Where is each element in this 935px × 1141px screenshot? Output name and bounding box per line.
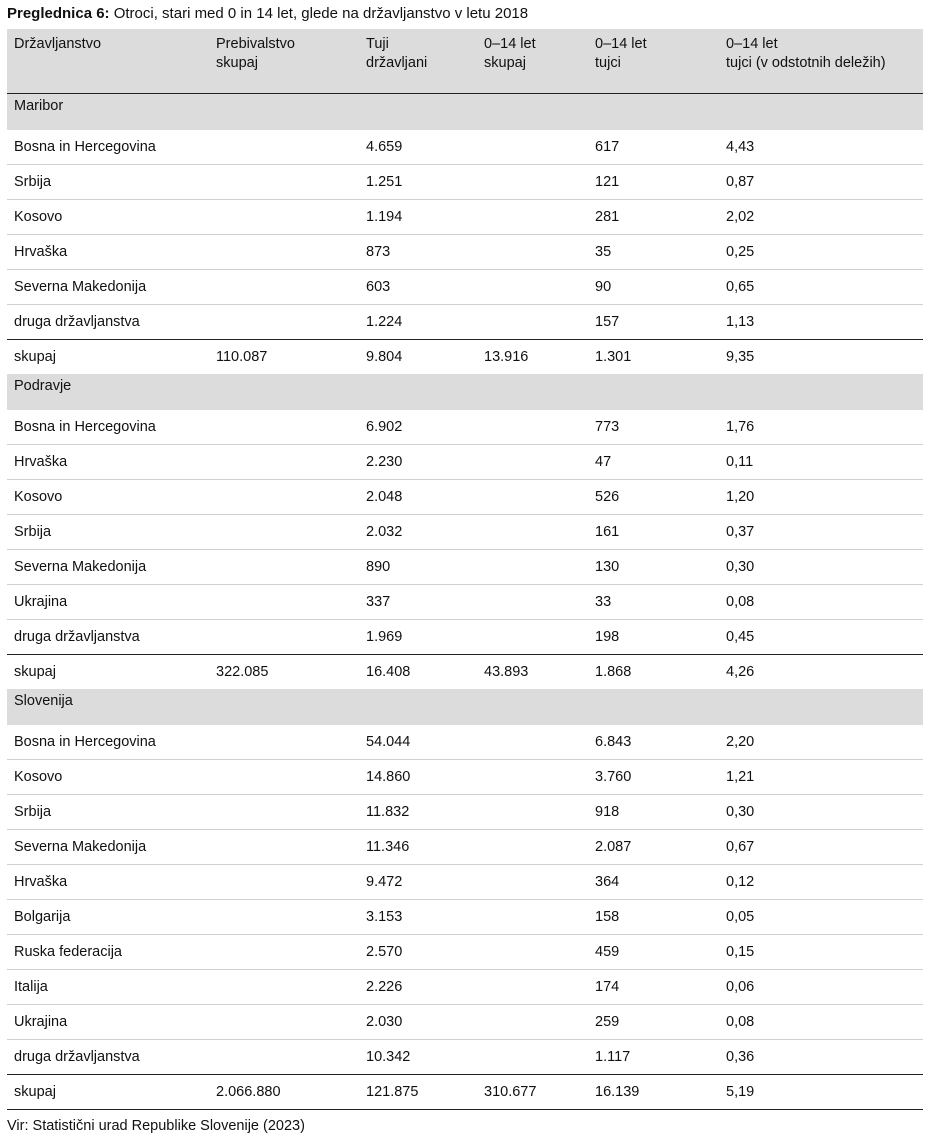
table-cell: [477, 130, 588, 165]
table-cell: [477, 970, 588, 1005]
table-cell: 90: [588, 270, 719, 305]
table-cell: Ukrajina: [7, 585, 209, 620]
table-row: [7, 1040, 923, 1075]
table-cell: 918: [588, 795, 719, 830]
table-cell: 1.224: [359, 305, 477, 340]
table-cell: [477, 270, 588, 305]
table-cell: Hrvaška: [7, 235, 209, 270]
source-note: Vir: Statistični urad Republike Slovenije (2023): [7, 1118, 305, 1134]
table-cell: 459: [588, 935, 719, 970]
table-row: [7, 410, 923, 445]
table-row: [7, 270, 923, 305]
table-cell: 174: [588, 970, 719, 1005]
table-cell: [209, 515, 359, 550]
table-row: [7, 165, 923, 200]
table-cell: 617: [595, 139, 620, 155]
table-cell: [209, 725, 359, 760]
table-row: [7, 445, 923, 480]
table-cell: 11.346: [359, 830, 477, 865]
table-cell: [477, 830, 588, 865]
data-table: [7, 29, 923, 1110]
total-row: [7, 1075, 923, 1110]
table-cell: 6.843: [595, 734, 632, 750]
table-cell: [477, 760, 588, 795]
table-cell: Srbija: [7, 795, 209, 830]
table-cell: 0,67: [719, 830, 923, 865]
table-cell: 2.032: [359, 515, 477, 550]
column-header: 0–14 let tujci (v odstotnih deležih): [719, 29, 923, 94]
table-cell: [209, 445, 359, 480]
table-cell: 281: [588, 200, 719, 235]
table-cell: 0,45: [719, 620, 923, 655]
table-cell: 110.087: [209, 340, 359, 375]
table-cell: 0,30: [719, 795, 923, 830]
table-cell: 0,37: [719, 515, 923, 550]
table-cell: 603: [359, 270, 477, 305]
table-cell: [477, 165, 588, 200]
table-cell: 4,26: [719, 655, 923, 690]
table-cell: skupaj: [7, 655, 209, 690]
table-cell: 6.902: [366, 419, 403, 435]
table-row: [7, 760, 923, 795]
table-cell: 54.044: [366, 734, 411, 750]
total-row: [7, 340, 923, 375]
table-cell: 33: [588, 585, 719, 620]
table-cell: 14.860: [359, 760, 477, 795]
table-cell: [209, 620, 359, 655]
table-row: [7, 585, 923, 620]
table-cell: [477, 1040, 588, 1075]
table-cell: 2.030: [359, 1005, 477, 1040]
table-cell: skupaj: [7, 1075, 209, 1110]
table-cell: 121: [588, 165, 719, 200]
column-header: Državljanstvo: [7, 29, 209, 94]
table-cell: 0,25: [719, 235, 923, 270]
table-cell: 198: [588, 620, 719, 655]
table-cell: 157: [588, 305, 719, 340]
table-cell: [209, 795, 359, 830]
table-cell: [209, 585, 359, 620]
caption-label: Preglednica 6:: [7, 5, 110, 22]
table-cell: Srbija: [7, 515, 209, 550]
region-row: [7, 689, 923, 725]
table-cell: 4,43: [726, 139, 755, 155]
table-cell: [477, 620, 588, 655]
table-cell: [209, 830, 359, 865]
table-cell: 1,20: [719, 480, 923, 515]
table-cell: [477, 900, 588, 935]
header-row: [7, 29, 923, 94]
table-cell: 322.085: [209, 655, 359, 690]
table-cell: 873: [359, 235, 477, 270]
table-cell: druga državljanstva: [7, 1040, 209, 1075]
table-cell: 161: [588, 515, 719, 550]
table-cell: [209, 865, 359, 900]
table-row: [7, 515, 923, 550]
table-body: [7, 94, 923, 1110]
table-cell: [477, 445, 588, 480]
table-row: [7, 865, 923, 900]
column-header: Prebivalstvo skupaj: [209, 29, 359, 94]
table-cell: 11.832: [359, 795, 477, 830]
table-cell: Severna Makedonija: [7, 270, 209, 305]
table-row: [7, 305, 923, 340]
table-cell: [477, 1005, 588, 1040]
table-cell: skupaj: [7, 340, 209, 375]
table-cell: 2.570: [359, 935, 477, 970]
region-row: [7, 94, 923, 131]
table-cell: Ruska federacija: [7, 935, 209, 970]
table-cell: Bosna in Hercegovina: [14, 734, 156, 750]
table-cell: [477, 935, 588, 970]
table-cell: [477, 550, 588, 585]
table-cell: 35: [588, 235, 719, 270]
table-row: [7, 970, 923, 1005]
table-cell: 337: [359, 585, 477, 620]
table-cell: [209, 760, 359, 795]
table-cell: [477, 200, 588, 235]
table-cell: [209, 165, 359, 200]
table-row: [7, 795, 923, 830]
table-cell: 9.472: [359, 865, 477, 900]
table-cell: Severna Makedonija: [7, 830, 209, 865]
table-row: [7, 620, 923, 655]
table-header: [7, 29, 923, 94]
table-cell: [477, 585, 588, 620]
table-cell: Bosna in Hercegovina: [14, 139, 156, 155]
table-cell: Severna Makedonija: [7, 550, 209, 585]
table-cell: [209, 1005, 359, 1040]
table-cell: druga državljanstva: [7, 305, 209, 340]
table-cell: 890: [359, 550, 477, 585]
table-cell: 0,65: [719, 270, 923, 305]
table-cell: druga državljanstva: [7, 620, 209, 655]
table-row: [7, 900, 923, 935]
table-cell: 158: [588, 900, 719, 935]
table-cell: 0,30: [719, 550, 923, 585]
table-cell: Hrvaška: [7, 445, 209, 480]
table-cell: 1.117: [588, 1040, 719, 1075]
table-cell: 0,08: [719, 585, 923, 620]
table-cell: 0,15: [719, 935, 923, 970]
table-cell: 259: [588, 1005, 719, 1040]
table-cell: 0,87: [719, 165, 923, 200]
table-row: [7, 480, 923, 515]
table-row: [7, 235, 923, 270]
table-cell: 1.969: [359, 620, 477, 655]
table-cell: [209, 200, 359, 235]
table-cell: Srbija: [7, 165, 209, 200]
table-cell: 121.875: [359, 1075, 477, 1110]
table-cell: [209, 1040, 359, 1075]
table-cell: 2.048: [359, 480, 477, 515]
table-cell: 0,05: [719, 900, 923, 935]
table-cell: [477, 865, 588, 900]
table-cell: Kosovo: [7, 480, 209, 515]
table-cell: [209, 270, 359, 305]
table-cell: 0,08: [719, 1005, 923, 1040]
total-row: [7, 655, 923, 690]
table-cell: [477, 305, 588, 340]
table-cell: 2.230: [359, 445, 477, 480]
table-cell: 9.804: [359, 340, 477, 375]
table-cell: [209, 235, 359, 270]
table-cell: [209, 935, 359, 970]
table-cell: 3.153: [359, 900, 477, 935]
table-cell: [209, 305, 359, 340]
table-cell: 13.916: [477, 340, 588, 375]
table-cell: 0,11: [719, 445, 923, 480]
table-cell: 1.301: [588, 340, 719, 375]
column-header: Tuji državljani: [359, 29, 477, 94]
table-row: [7, 935, 923, 970]
table-cell: 2.066.880: [209, 1075, 359, 1110]
column-header: 0–14 let skupaj: [477, 29, 588, 94]
table-cell: Italija: [7, 970, 209, 1005]
table-cell: 1.868: [588, 655, 719, 690]
table-cell: 0,06: [719, 970, 923, 1005]
region-name: Slovenija: [7, 689, 923, 725]
table-cell: [477, 515, 588, 550]
column-header: 0–14 let tujci: [588, 29, 719, 94]
table-cell: Hrvaška: [7, 865, 209, 900]
table-row: [7, 1005, 923, 1040]
table-caption: [7, 5, 528, 23]
table-cell: Bosna in Hercegovina: [14, 419, 156, 435]
table-row: [7, 830, 923, 865]
table-cell: 4.659: [366, 139, 403, 155]
table-cell: [209, 900, 359, 935]
table-cell: [209, 970, 359, 1005]
table-cell: Kosovo: [7, 760, 209, 795]
table-cell: 130: [588, 550, 719, 585]
table-row: [7, 130, 923, 165]
table-cell: 1,21: [719, 760, 923, 795]
table-cell: 364: [588, 865, 719, 900]
table-cell: [477, 235, 588, 270]
table-cell: 2,02: [719, 200, 923, 235]
table-cell: [477, 795, 588, 830]
table-row: [7, 725, 923, 760]
table-cell: [209, 550, 359, 585]
table-row: [7, 200, 923, 235]
table-cell: Bolgarija: [7, 900, 209, 935]
table-cell: 16.408: [359, 655, 477, 690]
table-cell: 47: [588, 445, 719, 480]
table-cell: 16.139: [588, 1075, 719, 1110]
table-cell: [209, 410, 359, 445]
table-cell: 310.677: [477, 1075, 588, 1110]
table-cell: 43.893: [477, 655, 588, 690]
table-cell: 526: [588, 480, 719, 515]
table-cell: 10.342: [359, 1040, 477, 1075]
table-cell: 1,76: [726, 419, 755, 435]
table-cell: 9,35: [719, 340, 923, 375]
table-cell: 2.087: [588, 830, 719, 865]
table-cell: Ukrajina: [7, 1005, 209, 1040]
region-row: [7, 374, 923, 410]
table-cell: 1.194: [359, 200, 477, 235]
caption-text: Otroci, stari med 0 in 14 let, glede na državljanstvo v letu 2018: [113, 5, 529, 22]
table-cell: [477, 410, 588, 445]
table-cell: 1.251: [359, 165, 477, 200]
region-name: Maribor: [7, 94, 923, 131]
table-cell: 2,20: [726, 734, 755, 750]
table-row: [7, 550, 923, 585]
table-cell: [477, 725, 588, 760]
table-cell: 5,19: [719, 1075, 923, 1110]
table-cell: 0,36: [719, 1040, 923, 1075]
table-cell: 1,13: [719, 305, 923, 340]
table-cell: [477, 480, 588, 515]
region-name: Podravje: [7, 374, 923, 410]
table-cell: Kosovo: [7, 200, 209, 235]
table-cell: 0,12: [719, 865, 923, 900]
table-cell: [209, 130, 359, 165]
table-cell: 773: [595, 419, 620, 435]
table-cell: [209, 480, 359, 515]
table-cell: 2.226: [359, 970, 477, 1005]
table-cell: 3.760: [588, 760, 719, 795]
